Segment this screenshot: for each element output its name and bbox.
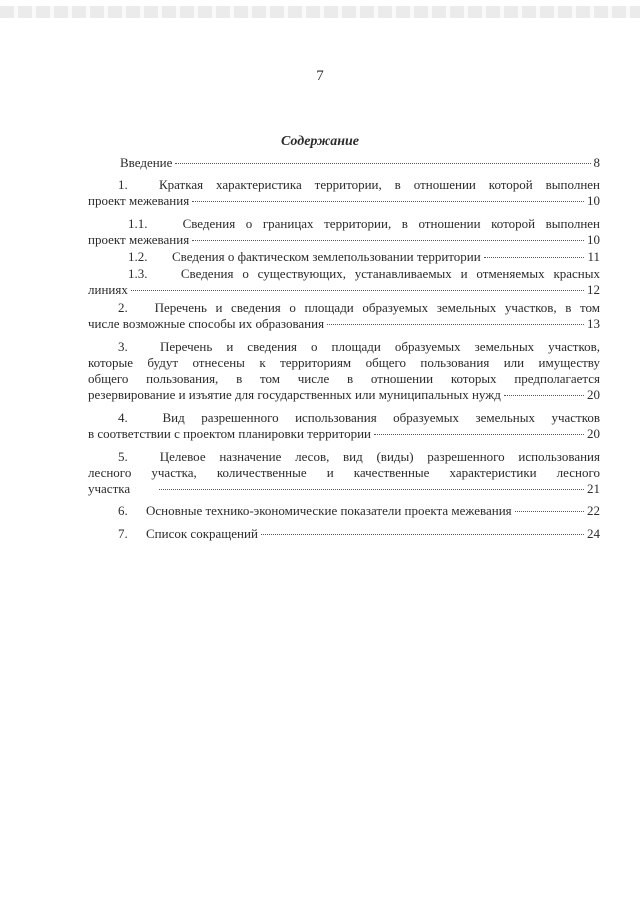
toc-entry-number: 1. xyxy=(118,177,128,192)
toc-entry-label: Сведения о существующих, устанавливаемых и отменяемых красных xyxy=(180,266,600,281)
toc-entry-label: линиях xyxy=(88,282,128,297)
toc-entry-2[interactable] xyxy=(88,300,600,332)
toc-entry-7[interactable] xyxy=(88,526,600,542)
toc-leader-dots xyxy=(192,201,584,202)
toc-entry-5[interactable] xyxy=(88,449,600,497)
toc-entry-label: участка xyxy=(88,481,131,496)
toc-entry-label: Введение xyxy=(120,155,173,170)
toc-leader-dots xyxy=(484,257,585,258)
toc-entry-label: Список сокращений xyxy=(146,526,258,541)
toc-leader-dots xyxy=(131,290,584,291)
toc-entry-label: общего пользования, в том числе в отношении которых предполагается xyxy=(88,371,600,386)
toc-leader-dots xyxy=(159,489,584,490)
toc-page-number: 8 xyxy=(593,155,600,170)
toc-entry-1-3[interactable] xyxy=(88,266,600,298)
toc-leader-dots xyxy=(192,240,584,241)
toc-entry-number: 1.1. xyxy=(128,216,148,231)
toc-entry-intro[interactable] xyxy=(120,155,600,171)
toc-entry-label: Целевое назначение лесов, вид (виды) разрешенного использования xyxy=(159,449,600,464)
toc-entry-label: в соответствии с проектом планировки территории xyxy=(88,426,372,441)
toc-entry-label: Перечень и сведения о площади образуемых земельных участков, в том xyxy=(154,300,601,315)
toc-page-number: 11 xyxy=(587,249,600,264)
toc-entry-label: Вид разрешенного использования образуемых земельных участков xyxy=(162,410,601,425)
toc-entry-1-2[interactable] xyxy=(88,249,600,265)
toc-entry-label: резервирование и изъятие для государственных или муниципальных нужд xyxy=(88,387,501,402)
toc-page-number: 10 xyxy=(587,193,600,208)
toc-entry-number: 3. xyxy=(118,339,128,354)
toc-entry-number: 1.3. xyxy=(128,266,148,281)
toc-entry-label: проект межевания xyxy=(88,232,190,247)
toc-page-number: 12 xyxy=(587,282,600,297)
toc-entry-1[interactable] xyxy=(88,177,600,209)
toc-leader-dots xyxy=(504,395,584,396)
toc-entry-1-1[interactable] xyxy=(88,216,600,248)
toc-entry-label: проект межевания xyxy=(88,193,190,208)
toc-entry-3[interactable] xyxy=(88,339,600,403)
toc-entry-label: числе возможные способы их образования xyxy=(88,316,325,331)
toc-leader-dots xyxy=(175,163,590,164)
toc-entry-label: Основные технико-экономические показатели проекта межевания xyxy=(146,503,512,518)
toc-page-number: 24 xyxy=(587,526,600,541)
toc-entry-6[interactable] xyxy=(88,503,600,519)
toc-entry-number: 7. xyxy=(118,526,128,541)
toc-leader-dots xyxy=(327,324,584,325)
toc-page-number: 20 xyxy=(587,426,600,441)
toc-page-number: 21 xyxy=(587,481,600,496)
toc-entry-number: 2. xyxy=(118,300,128,315)
toc-entry-label: Перечень и сведения о площади образуемых земельных участков, xyxy=(160,339,600,354)
toc-leader-dots xyxy=(374,434,584,435)
toc-page-number: 22 xyxy=(587,503,600,518)
toc-entry-label: Сведения о фактическом землепользовании территории xyxy=(172,249,481,264)
toc-entry-4[interactable] xyxy=(88,410,600,442)
toc-entry-label: Сведения о границах территории, в отношении которой выполнен xyxy=(182,216,601,231)
toc-page-number: 20 xyxy=(587,387,600,402)
toc-entry-number: 6. xyxy=(118,503,128,518)
toc-entry-label: лесного участка, количественные и качественные характеристики лесного xyxy=(88,465,600,480)
toc-title: Содержание xyxy=(281,134,359,149)
toc-page-number: 10 xyxy=(587,232,600,247)
toc-entry-label: которые будут отнесены к территориям общего пользования или имуществу xyxy=(88,355,600,370)
toc-page-number: 13 xyxy=(587,316,600,331)
page-number: 7 xyxy=(316,68,324,84)
toc-entry-number: 1.2. xyxy=(128,249,148,264)
toc-entry-number: 4. xyxy=(118,410,128,425)
scan-header-band xyxy=(0,6,640,18)
toc-entry-number: 5. xyxy=(118,449,128,464)
toc-entry-label: Краткая характеристика территории, в отношении которой выполнен xyxy=(158,177,601,192)
toc-leader-dots xyxy=(515,511,584,512)
toc-leader-dots xyxy=(261,534,584,535)
